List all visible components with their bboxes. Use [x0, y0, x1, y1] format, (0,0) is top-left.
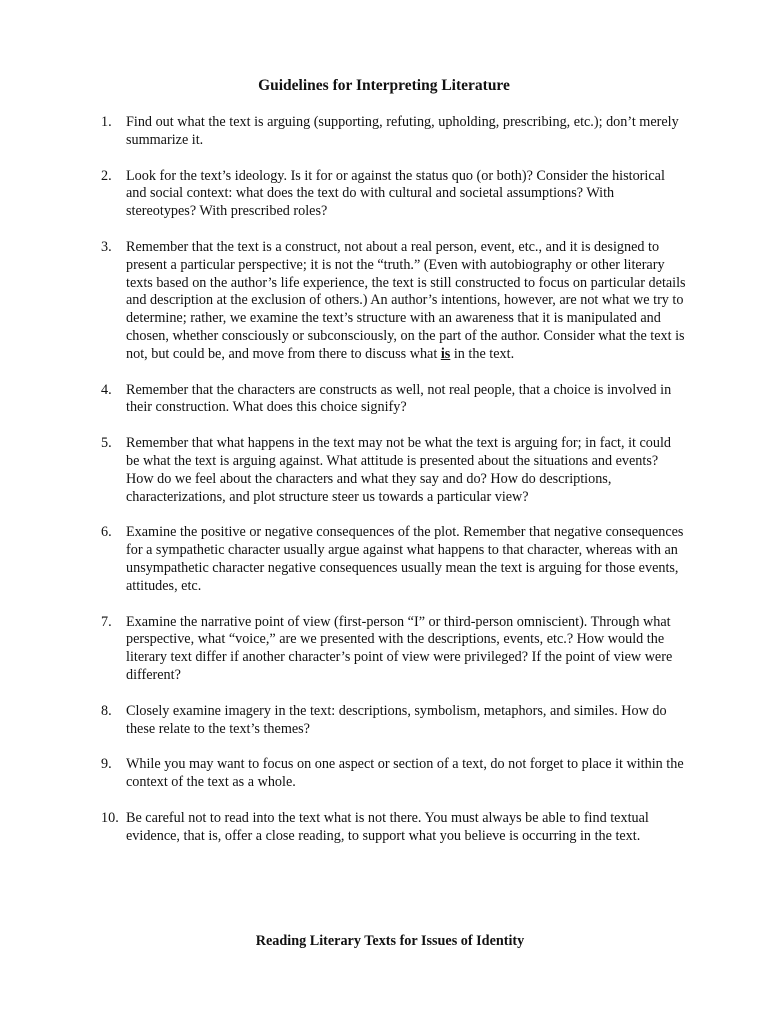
list-item: [101, 382, 686, 418]
item-number: 4.: [101, 381, 112, 398]
item-number: 10.: [101, 809, 119, 826]
list-item: [101, 703, 686, 739]
list-item: [101, 114, 686, 150]
item-text: Remember that what happens in the text may not be what the text is arguing for; in fact, it could be what the text is arguing against. What attitude is presented about the situations and events? How do we feel about the characters and what they say and do? How do descriptions, characterizations, and plot structure steer us towards a particular view?: [126, 435, 672, 505]
item-number: 7.: [101, 613, 112, 630]
item-text-before: Remember that the text is a construct, not about a real person, event, etc., and it is designed to present a particular perspective; it is not the “truth.” (Even with autobiography or other literary texts based on the author’s life experience, the text is still constructed to focus on particular details and description at the exclusion of others.) An author’s intentions, however, are not what we try to determine; rather, we examine the text’s structure with an awareness that it is manipulated and chosen, whether consciously or subconsciously, on the part of the author. Consider what the text is not, but could be, and move from there to discuss what: [126, 238, 686, 362]
item-number: 5.: [101, 435, 112, 452]
item-number: 2.: [101, 167, 112, 184]
list-item: [101, 168, 686, 221]
list-item: [101, 614, 686, 685]
list-item: [101, 756, 686, 792]
item-text: Examine the narrative point of view (first-person “I” or third-person omniscient). Through what perspective, what “voice,” are we presented with the descriptions, events, etc.? How would the literary text differ if another character’s point of view were privileged? If the point of view were different?: [126, 613, 673, 683]
item-number: 6.: [101, 524, 112, 541]
item-number: 1.: [101, 114, 112, 130]
item-number: 9.: [101, 756, 112, 773]
item-number: 3.: [101, 238, 112, 255]
list-item: [101, 524, 686, 595]
item-text: Be careful not to read into the text what is not there. You must always be able to find textual evidence, that is, offer a close reading, to support what you believe is occurring in the text.: [126, 809, 649, 844]
list-item: [101, 810, 686, 846]
item-text: Look for the text’s ideology. Is it for or against the status quo (or both)? Consider the historical and social context: what does the text do with cultural and societal assumptions? With stereotypes? With prescribed roles?: [126, 167, 665, 220]
item-text: Examine the positive or negative consequences of the plot. Remember that negative consequences for a sympathetic character usually argue against what happens to that character, whereas with an unsympathetic character negative consequences usually mean the text is arguing for those events, attitudes, etc.: [126, 524, 684, 594]
list-item: [101, 435, 686, 506]
item-text: [126, 239, 686, 364]
emphasized-word: is: [440, 345, 451, 362]
item-text: While you may want to focus on one aspect or section of a text, do not forget to place it within the context of the text as a whole.: [126, 756, 684, 791]
item-text: Remember that the characters are constructs as well, not real people, that a choice is involved in their construction. What does this choice signify?: [126, 381, 672, 416]
guidelines-list: [101, 114, 686, 864]
item-number: 8.: [101, 702, 112, 719]
item-text-after: in the text.: [450, 345, 515, 362]
list-item: [101, 239, 686, 364]
page-title: Guidelines for Interpreting Literature: [258, 77, 510, 94]
section-heading: Reading Literary Texts for Issues of Identity: [255, 933, 525, 949]
item-text: Closely examine imagery in the text: descriptions, symbolism, metaphors, and similes. How do these relate to the text’s themes?: [126, 702, 667, 737]
item-text: Find out what the text is arguing (supporting, refuting, upholding, prescribing, etc.); don’t merely summarize it.: [126, 114, 679, 148]
